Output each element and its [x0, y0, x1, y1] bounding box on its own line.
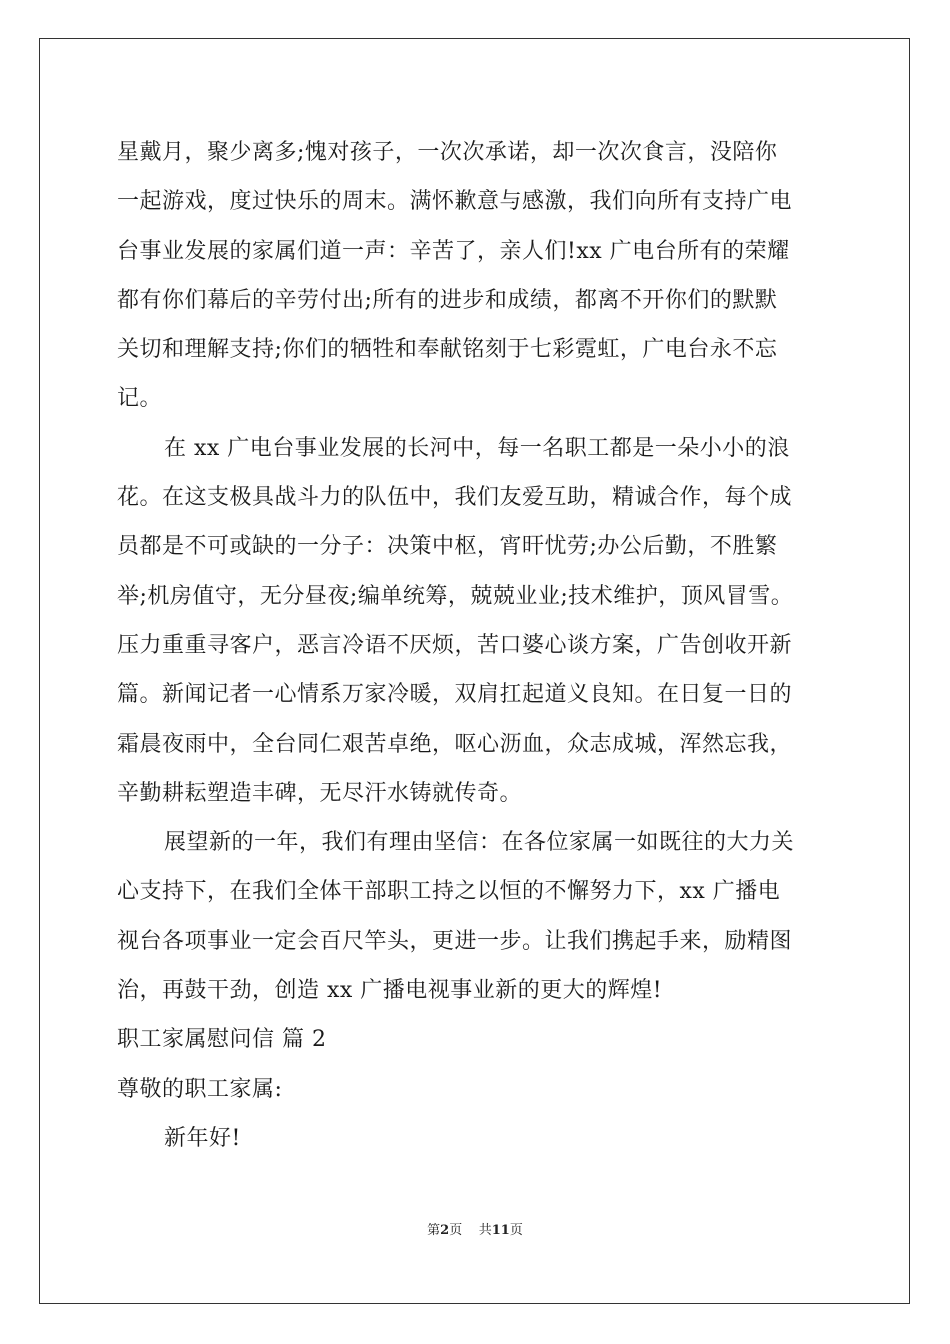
text-line: 篇。新闻记者一心情系万家冷暖，双肩扛起道义良知。在日复一日的 — [117, 682, 793, 708]
paragraph-first-line: 展望新的一年，我们有理由坚信：在各位家属一如既往的大力关 — [164, 830, 795, 856]
footer-total-unit: 页 — [509, 1223, 523, 1238]
greeting: 新年好! — [164, 1125, 241, 1151]
text-line: 一起游戏，度过快乐的周末。满怀歉意与感激，我们向所有支持广电 — [117, 189, 793, 215]
text-line: 员都是不可或缺的一分子：决策中枢，宵旰忧劳;办公后勤，不胜繁 — [117, 534, 778, 560]
text-line: 治，再鼓干劲，创造 xx 广播电视事业新的更大的辉煌! — [117, 978, 663, 1004]
total-page-count: 11 — [491, 1223, 510, 1238]
text-line: 心支持下，在我们全体干部职工持之以恒的不懈努力下，xx 广播电 — [117, 879, 781, 905]
footer-prefix: 第 — [427, 1223, 441, 1238]
text-line: 举;机房值守，无分昼夜;编单统筹，兢兢业业;技术维护，顶风冒雪。 — [117, 583, 794, 609]
text-line: 花。在这支极具战斗力的队伍中，我们友爱互助，精诚合作，每个成 — [117, 485, 793, 511]
text-line: 关切和理解支持;你们的牺牲和奉献铭刻于七彩霓虹，广电台永不忘 — [117, 337, 778, 363]
text-line: 星戴月，聚少离多;愧对孩子，一次次承诺，却一次次食言，没陪你 — [117, 140, 778, 165]
current-page-number: 2 — [440, 1223, 450, 1238]
text-line: 都有你们幕后的辛劳付出;所有的进步和成绩，都离不开你们的默默 — [117, 287, 778, 313]
footer-page-unit: 页 — [449, 1223, 463, 1238]
text-line: 压力重重寻客户，恶言冷语不厌烦，苦口婆心谈方案，广告创收开新 — [117, 632, 793, 658]
footer-total-prefix: 共 — [478, 1223, 492, 1238]
page-footer — [0, 1219, 950, 1238]
salutation: 尊敬的职工家属: — [117, 1076, 283, 1102]
section-heading: 职工家属慰问信 篇 2 — [117, 1027, 327, 1053]
paragraph-first-line: 在 xx 广电台事业发展的长河中，每一名职工都是一朵小小的浪 — [164, 435, 790, 461]
text-line: 台事业发展的家属们道一声：辛苦了，亲人们!xx 广电台所有的荣耀 — [117, 238, 790, 264]
text-line: 视台各项事业一定会百尺竿头，更进一步。让我们携起手来，励精图 — [117, 928, 793, 954]
text-line: 霜晨夜雨中，全台同仁艰苦卓绝，呕心沥血，众志成城，浑然忘我， — [117, 731, 793, 757]
text-line: 记。 — [117, 386, 163, 412]
document-body — [117, 128, 837, 1163]
text-line: 辛勤耕耘塑造丰碑，无尽汗水铸就传奇。 — [117, 780, 523, 806]
